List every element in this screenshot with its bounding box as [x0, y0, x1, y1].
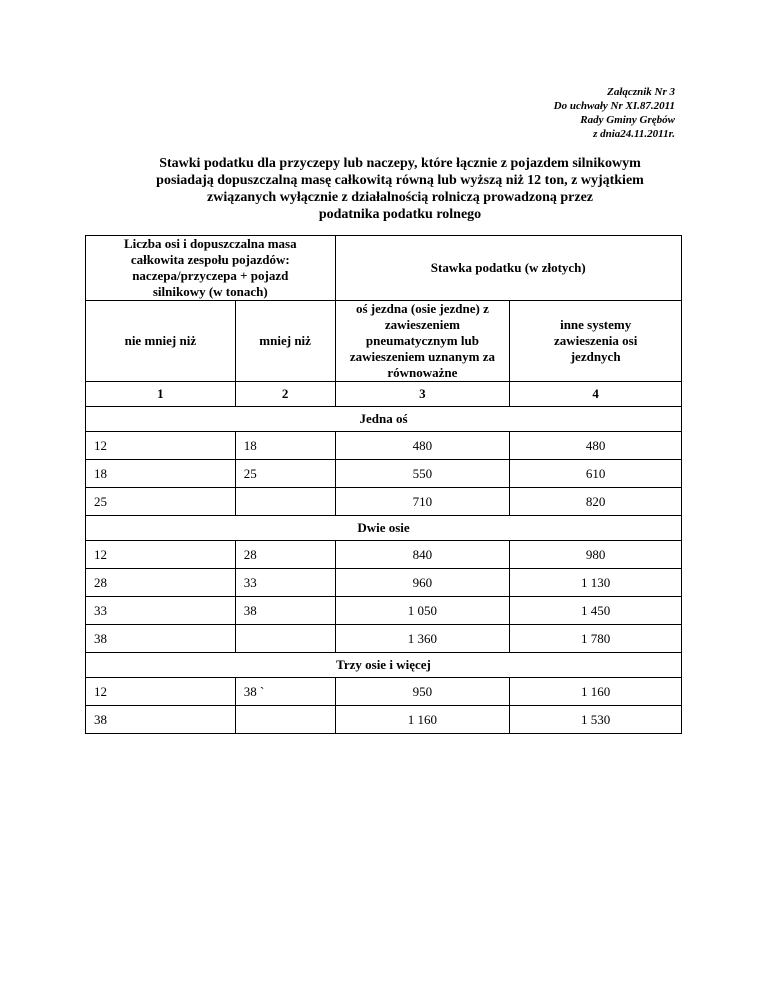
cell-rate-other: 610	[510, 460, 682, 488]
header-mass-range	[86, 236, 336, 301]
cell-rate-pneumatic: 1 050	[335, 597, 510, 625]
cell-max-mass: 38	[235, 597, 335, 625]
table-row	[86, 460, 682, 488]
cell-rate-other: 1 160	[510, 678, 682, 706]
header-mass-line-1: Liczba osi i dopuszczalna masa	[123, 236, 297, 251]
resolution-number: Do uchwały Nr XI.87.2011	[553, 100, 675, 112]
annex-reference	[554, 85, 675, 141]
table-row	[86, 706, 682, 734]
cell-rate-other: 820	[510, 488, 682, 516]
header-row-columns	[86, 301, 682, 382]
cell-min-mass: 28	[86, 569, 236, 597]
column-number-1: 1	[86, 382, 236, 407]
column-number-4: 4	[510, 382, 682, 407]
column-number-3: 3	[335, 382, 510, 407]
cell-rate-other: 1 130	[510, 569, 682, 597]
header-pneumatic-line-4: zawieszeniem uznanym za	[349, 349, 495, 364]
header-pneumatic-line-3: pneumatycznym lub	[365, 333, 479, 348]
cell-max-mass	[235, 488, 335, 516]
header-row-main	[86, 236, 682, 301]
header-tax-rate: Stawka podatku (w złotych)	[335, 236, 681, 301]
cell-max-mass: 28	[235, 541, 335, 569]
cell-min-mass: 12	[86, 432, 236, 460]
column-number-2: 2	[235, 382, 335, 407]
header-col-other	[510, 301, 682, 382]
header-other-line-1: inne systemy	[560, 317, 632, 332]
cell-rate-pneumatic: 960	[335, 569, 510, 597]
annex-number: Załącznik Nr 3	[607, 86, 675, 98]
cell-rate-pneumatic: 710	[335, 488, 510, 516]
cell-min-mass: 18	[86, 460, 236, 488]
section-row	[86, 407, 682, 432]
header-col-min: nie mniej niż	[86, 301, 236, 382]
title-line-1: Stawki podatku dla przyczepy lub naczepy, które łącznie z pojazdem silnikowym	[159, 156, 641, 171]
cell-rate-other: 980	[510, 541, 682, 569]
table-row	[86, 432, 682, 460]
cell-min-mass: 25	[86, 488, 236, 516]
cell-min-mass: 12	[86, 541, 236, 569]
cell-rate-pneumatic: 950	[335, 678, 510, 706]
cell-min-mass: 12	[86, 678, 236, 706]
cell-max-mass: 38 `	[235, 678, 335, 706]
cell-max-mass	[235, 706, 335, 734]
cell-min-mass: 38	[86, 625, 236, 653]
council-name: Rady Gminy Grębów	[580, 114, 675, 126]
header-other-line-2: zawieszenia osi	[553, 333, 638, 348]
table-row	[86, 678, 682, 706]
table-row	[86, 541, 682, 569]
cell-min-mass: 33	[86, 597, 236, 625]
cell-rate-other: 1 780	[510, 625, 682, 653]
header-pneumatic-line-5: równoważne	[387, 365, 458, 380]
table-row	[86, 625, 682, 653]
header-other-line-3: jezdnych	[570, 349, 621, 364]
tax-rates-table	[85, 235, 682, 734]
cell-rate-pneumatic: 1 160	[335, 706, 510, 734]
header-mass-line-3: naczepa/przyczepa + pojazd	[132, 268, 289, 283]
cell-rate-pneumatic: 1 360	[335, 625, 510, 653]
header-pneumatic-line-1: oś jezdna (osie jezdne) z	[355, 301, 489, 316]
title-line-3: związanych wyłącznie z działalnością rolniczą prowadzoną przez	[207, 190, 593, 205]
cell-rate-pneumatic: 840	[335, 541, 510, 569]
cell-min-mass: 38	[86, 706, 236, 734]
section-row	[86, 516, 682, 541]
section-label: Dwie osie	[86, 516, 682, 541]
cell-max-mass	[235, 625, 335, 653]
cell-max-mass: 25	[235, 460, 335, 488]
section-row	[86, 653, 682, 678]
header-col-max: mniej niż	[235, 301, 335, 382]
header-pneumatic-line-2: zawieszeniem	[384, 317, 460, 332]
cell-rate-other: 480	[510, 432, 682, 460]
title-line-4: podatnika podatku rolnego	[318, 207, 482, 222]
table-row	[86, 597, 682, 625]
cell-rate-other: 1 450	[510, 597, 682, 625]
cell-max-mass: 18	[235, 432, 335, 460]
table-row	[86, 488, 682, 516]
cell-rate-pneumatic: 480	[335, 432, 510, 460]
section-label: Trzy osie i więcej	[86, 653, 682, 678]
cell-rate-pneumatic: 550	[335, 460, 510, 488]
header-mass-line-4: silnikowy (w tonach)	[152, 284, 268, 299]
resolution-date: z dnia24.11.2011r.	[593, 128, 675, 140]
header-row-numbers	[86, 382, 682, 407]
cell-max-mass: 33	[235, 569, 335, 597]
document-title	[60, 155, 740, 223]
section-label: Jedna oś	[86, 407, 682, 432]
tax-rates-body	[86, 236, 682, 734]
title-line-2: posiadają dopuszczalną masę całkowitą równą lub wyższą niż 12 ton, z wyjątkiem	[156, 173, 644, 188]
table-row	[86, 569, 682, 597]
header-col-pneumatic	[335, 301, 510, 382]
header-mass-line-2: całkowita zespołu pojazdów:	[130, 252, 290, 267]
cell-rate-other: 1 530	[510, 706, 682, 734]
